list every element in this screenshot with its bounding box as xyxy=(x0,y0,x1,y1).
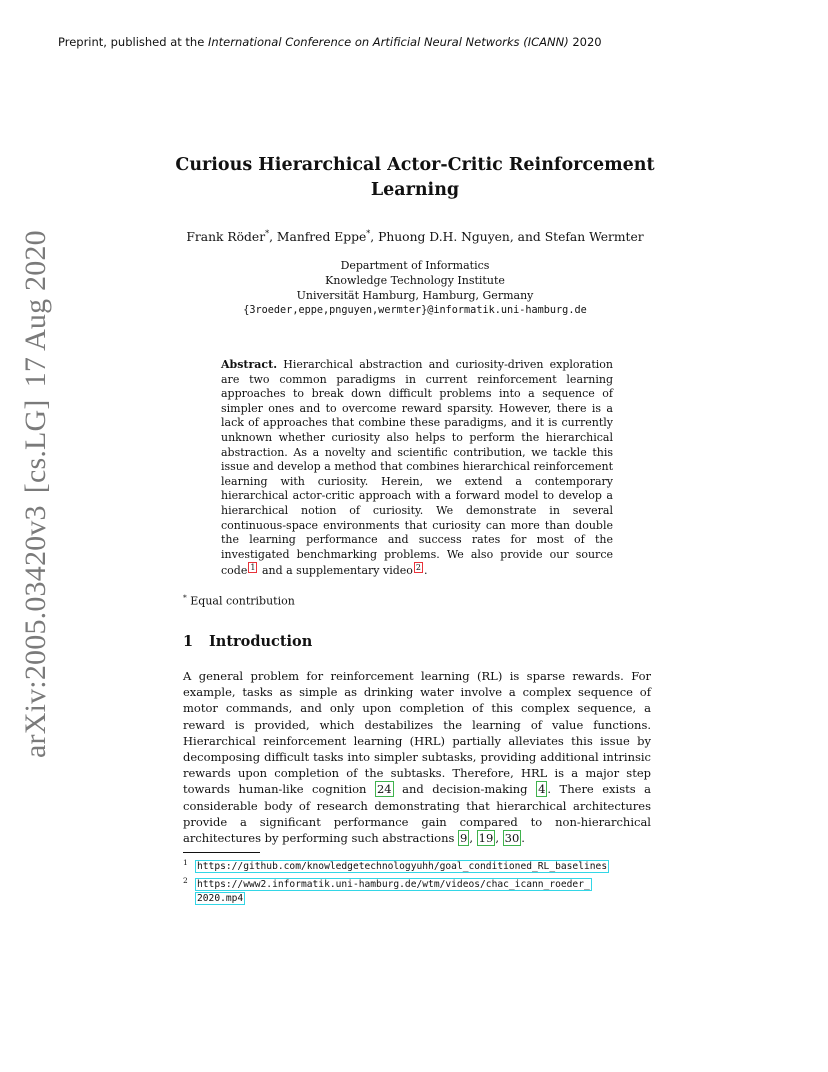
department: Department of Informatics xyxy=(340,259,490,272)
university: Universität Hamburg, Hamburg, Germany xyxy=(296,289,534,302)
author-name: Frank Röder xyxy=(186,230,266,245)
intro-paragraph xyxy=(183,668,651,846)
citation-link[interactable]: 24 xyxy=(376,782,392,797)
citation-link[interactable]: 4 xyxy=(538,782,546,797)
venue-name: International Conference on Artificial Neural Networks (ICANN) xyxy=(207,35,569,49)
author-emails: {3roeder,eppe,pnguyen,wermter}@informatik.uni-hamburg.de xyxy=(243,305,587,316)
citation-separator: , xyxy=(495,831,503,846)
arxiv-date: 17 Aug 2020 xyxy=(19,230,52,388)
section-heading xyxy=(183,633,312,650)
intro-text: and decision-making xyxy=(402,782,528,797)
citation-separator: , xyxy=(469,831,477,846)
affiliation-block xyxy=(170,258,660,318)
preprint-note xyxy=(58,35,602,49)
equal-contribution-mark: * xyxy=(366,229,371,238)
intro-text: . xyxy=(521,831,525,846)
footnote-divider xyxy=(183,852,260,853)
venue-year: 2020 xyxy=(572,35,602,49)
video-link-continuation[interactable]: 2020.mp4 xyxy=(197,893,244,904)
abstract-text-mid: and a supplementary video xyxy=(261,564,413,578)
intro-text: A general problem for reinforcement learning (RL) is sparse rewards. For example, tasks as simple as drinking water involve a complex sequence of motor commands, and only upon completion of this complex sequence, a reward is provided, which destabilizes the learning of value functions. Hierarchical reinforcement learning (HRL) partially alleviates this issue by decomposing difficult tasks into simpler subtasks, providing additional intrinsic rewards upon completion of the subtasks. Therefore, HRL is a major step towards human-like cognition xyxy=(183,669,651,797)
footnote-link-1[interactable]: 1 xyxy=(250,563,256,573)
equal-contribution-mark: * xyxy=(265,229,270,238)
source-code-link[interactable]: https://github.com/knowledgetechnologyuhh/goal_conditioned_RL_baselines xyxy=(197,861,608,872)
paper-title: Curious Hierarchical Actor-Critic Reinforcement Learning xyxy=(175,155,655,200)
video-link[interactable]: https://www2.informatik.uni-hamburg.de/wtm/videos/chac_icann_roeder_ xyxy=(197,879,590,890)
preprint-prefix: Preprint, published at the xyxy=(58,35,205,49)
footnote-1 xyxy=(183,856,609,874)
abstract xyxy=(221,358,613,579)
section-number: 1 xyxy=(183,633,194,650)
footnotes xyxy=(183,856,609,906)
footnote-number: 1 xyxy=(183,858,188,867)
footnote-number: 2 xyxy=(183,876,188,885)
footnote-2 xyxy=(183,874,609,892)
author-list: Frank Röder*, Manfred Eppe*, Phuong D.H. Nguyen, and Stefan Wermter xyxy=(186,229,644,245)
citation-link[interactable]: 19 xyxy=(478,831,494,846)
equal-contribution-note xyxy=(183,593,295,608)
author-name: Manfred Eppe xyxy=(276,230,367,245)
citation-link[interactable]: 30 xyxy=(504,831,520,846)
equal-contribution-mark: * xyxy=(183,593,187,602)
section-title: Introduction xyxy=(209,633,313,650)
arxiv-category: [cs.LG] xyxy=(19,399,52,494)
equal-contribution-text: Equal contribution xyxy=(190,594,295,608)
author-name: Stefan Wermter xyxy=(544,230,644,245)
abstract-text: Hierarchical abstraction and curiosity-driven exploration are two common paradigms in current reinforcement learning approaches to break down difficult problems into a sequence of simpler ones and to overcome reward sparsity. However, there is a lack of approaches that combine these paradigms, and it is currently unknown whether curiosity also helps to perform the hierarchical abstraction. As a novelty and scientific contribution, we tackle this issue and develop a method that combines hierarchical reinforcement learning with curiosity. Herein, we extend a contemporary hierarchical actor-critic approach with a forward model to develop a hierarchical notion of curiosity. We demonstrate in several continuous-space environments that curiosity can more than double the learning performance and success rates for most of the investigated benchmarking problems. We also provide our source code xyxy=(221,358,613,578)
footnote-link-2[interactable]: 2 xyxy=(415,563,421,573)
citation-link[interactable]: 9 xyxy=(460,831,468,846)
abstract-label: Abstract. xyxy=(221,358,278,371)
arxiv-id: arXiv:2005.03420v3 xyxy=(19,505,52,758)
footnote-2-continuation xyxy=(195,892,609,906)
intro-text: . There exists a considerable body of research demonstrating that hierarchical architectures provide a significant performance gain compared to non-hierarchical architectures by performing such abstractions xyxy=(183,782,652,846)
abstract-text-end: . xyxy=(424,564,428,578)
arxiv-stamp xyxy=(19,230,53,758)
author-name: Phuong D.H. Nguyen xyxy=(378,230,510,245)
institute: Knowledge Technology Institute xyxy=(325,274,505,287)
